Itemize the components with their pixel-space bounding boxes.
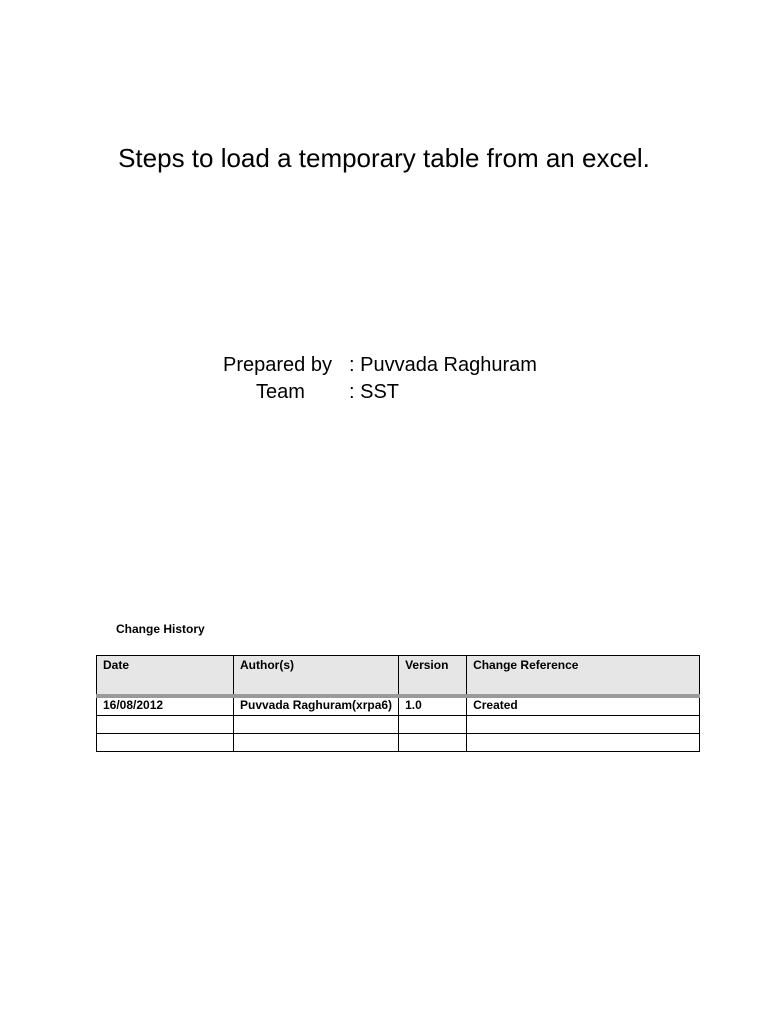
table-row [97, 734, 700, 752]
table-header-row [97, 656, 700, 697]
table-row [97, 696, 700, 716]
prepared-by-row [223, 352, 537, 379]
cell-date [97, 734, 234, 752]
column-header-change-reference: Change Reference [467, 656, 700, 697]
team-row [223, 379, 537, 406]
cell-date: 16/08/2012 [97, 696, 234, 716]
cell-authors: Puvvada Raghuram(xrpa6) [234, 696, 399, 716]
cell-version [399, 734, 467, 752]
cell-authors [234, 716, 399, 734]
cell-authors [234, 734, 399, 752]
column-header-date: Date [97, 656, 234, 697]
cell-change-reference [467, 716, 700, 734]
column-header-authors: Author(s) [234, 656, 399, 697]
cell-date [97, 716, 234, 734]
team-label: Team [256, 381, 305, 403]
column-header-version: Version [399, 656, 467, 697]
team-value: : SST [349, 381, 400, 403]
cell-version: 1.0 [399, 696, 467, 716]
table-row [97, 716, 700, 734]
document-meta [223, 352, 537, 406]
cell-version [399, 716, 467, 734]
document-title: Steps to load a temporary table from an excel. [118, 143, 650, 173]
cell-change-reference: Created [467, 696, 700, 716]
prepared-by-value: : Puvvada Raghuram [349, 354, 537, 376]
change-history-table [96, 655, 700, 752]
prepared-by-label: Prepared by [223, 354, 332, 376]
cell-change-reference [467, 734, 700, 752]
change-history-label: Change History [116, 622, 205, 636]
